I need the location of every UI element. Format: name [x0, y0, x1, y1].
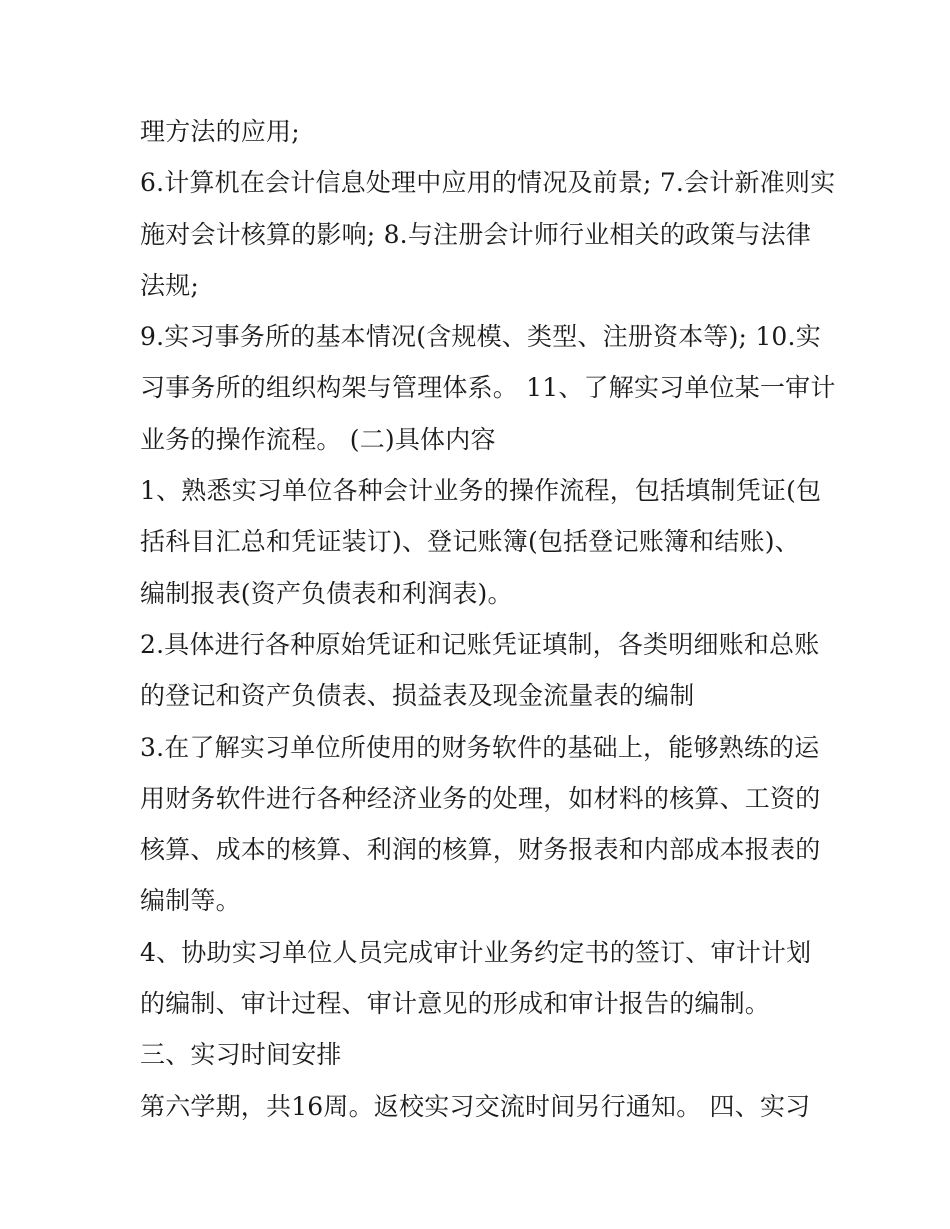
- text-line: 核算、成本的核算、利润的核算，财务报表和内部成本报表的: [140, 835, 821, 865]
- text-line: 施对会计核算的影响; 8.与注册会计师行业相关的政策与法律: [140, 219, 812, 249]
- text-line: 第六学期，共16周。返校实习交流时间另行通知。 四、实习: [140, 1091, 811, 1121]
- text-line: 习事务所的组织构架与管理体系。 11、了解实习单位某一审计: [140, 373, 836, 403]
- text-line: 法规;: [140, 270, 200, 300]
- text-line: 4、协助实习单位人员完成审计业务约定书的签订、审计计划: [140, 937, 812, 967]
- text-line: 的登记和资产负债表、损益表及现金流量表的编制: [140, 681, 695, 711]
- text-line: 理方法的应用;: [140, 117, 300, 146]
- text-line: 2.具体进行各种原始凭证和记账凭证填制，各类明细账和总账: [140, 629, 820, 659]
- text-line: 的编制、审计过程、审计意见的形成和审计报告的编制。: [140, 989, 771, 1019]
- text-line: 业务的操作流程。 (二)具体内容: [140, 424, 496, 454]
- text-line: 9.实习事务所的基本情况(含规模、类型、注册资本等); 10.实: [140, 322, 821, 352]
- document-body: [140, 106, 836, 1132]
- text-line: 6.计算机在会计信息处理中应用的情况及前景; 7.会计新准则实: [140, 168, 836, 198]
- text-line: 1、熟悉实习单位各种会计业务的操作流程，包括填制凭证(包: [140, 476, 822, 506]
- text-line: 括科目汇总和凭证装订)、登记账簿(包括登记账簿和结账)、: [140, 527, 800, 557]
- section-heading: 三、实习时间安排: [140, 1040, 342, 1070]
- text-line: 3.在了解实习单位所使用的财务软件的基础上，能够熟练的运: [140, 732, 820, 762]
- text-line: 用财务软件进行各种经济业务的处理，如材料的核算、工资的: [140, 783, 821, 813]
- text-line: 编制报表(资产负债表和利润表)。: [140, 578, 513, 608]
- text-line: 编制等。: [140, 886, 241, 916]
